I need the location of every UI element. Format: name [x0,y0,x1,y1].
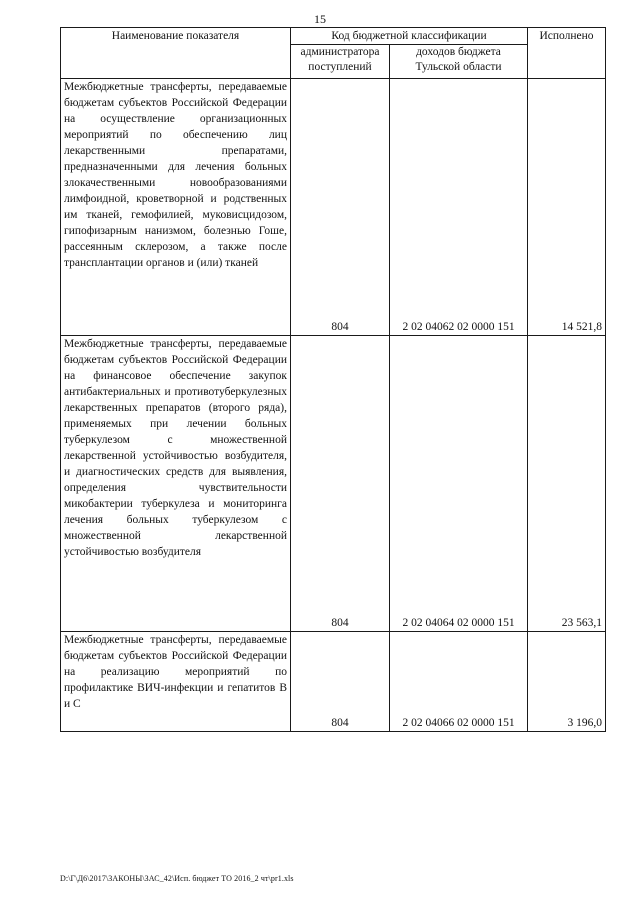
footer-file-path: D:\Г\Д6\2017\ЗАКОНЫ\ЗАС_42\Исп. бюджет ТО 2016_2 чт\pr1.xls [60,874,294,883]
header-administrator: администратора поступлений [291,45,390,79]
header-executed: Исполнено [528,28,606,79]
row-revenue-code: 2 02 04066 02 0000 151 [390,632,528,732]
row-administrator-code: 804 [291,336,390,632]
table-row [61,79,606,336]
budget-execution-table [60,27,606,732]
row-amount: 3 196,0 [528,632,606,732]
row-amount: 23 563,1 [528,336,606,632]
header-revenue-code: доходов бюджета Тульской области [390,45,528,79]
header-budget-classification-code: Код бюджетной классификации [291,28,528,45]
page-number: 15 [314,12,326,26]
row-administrator-code: 804 [291,632,390,732]
table-header [61,28,606,79]
table-row [61,336,606,632]
row-amount: 14 521,8 [528,79,606,336]
table-row [61,632,606,732]
row-description: Межбюджетные трансферты, передаваемые бюджетам субъектов Российской Федерации на осуществление организационных мероприятий по обеспечению лиц лекарственными препаратами, предназначенными для лечения больных злокачественными новообразованиями лимфоидной, кроветворной и родственных им тканей, гемофилией, муковисцидозом, гипофизарным нанизмом, болезнью Гоше, рассеянным склерозом, а также после трансплантации органов и (или) тканей [61,79,291,336]
row-revenue-code: 2 02 04064 02 0000 151 [390,336,528,632]
row-description: Межбюджетные трансферты, передаваемые бюджетам субъектов Российской Федерации на финансовое обеспечение закупок антибактериальных и противотуберкулезных лекарственных препаратов (второго ряда), применяемых при лечении больных туберкулезом с множественной лекарственной устойчивостью возбудителя, и диагностических средств для выявления, определения чувствительности микобактерии туберкулеза и мониторинга лечения больных туберкулезом с множественной лекарственной устойчивостью возбудителя [61,336,291,632]
row-administrator-code: 804 [291,79,390,336]
header-indicator-name: Наименование показателя [61,28,291,79]
row-description: Межбюджетные трансферты, передаваемые бюджетам субъектов Российской Федерации на реализацию мероприятий по профилактике ВИЧ-инфекции и гепатитов В и С [61,632,291,732]
row-revenue-code: 2 02 04062 02 0000 151 [390,79,528,336]
